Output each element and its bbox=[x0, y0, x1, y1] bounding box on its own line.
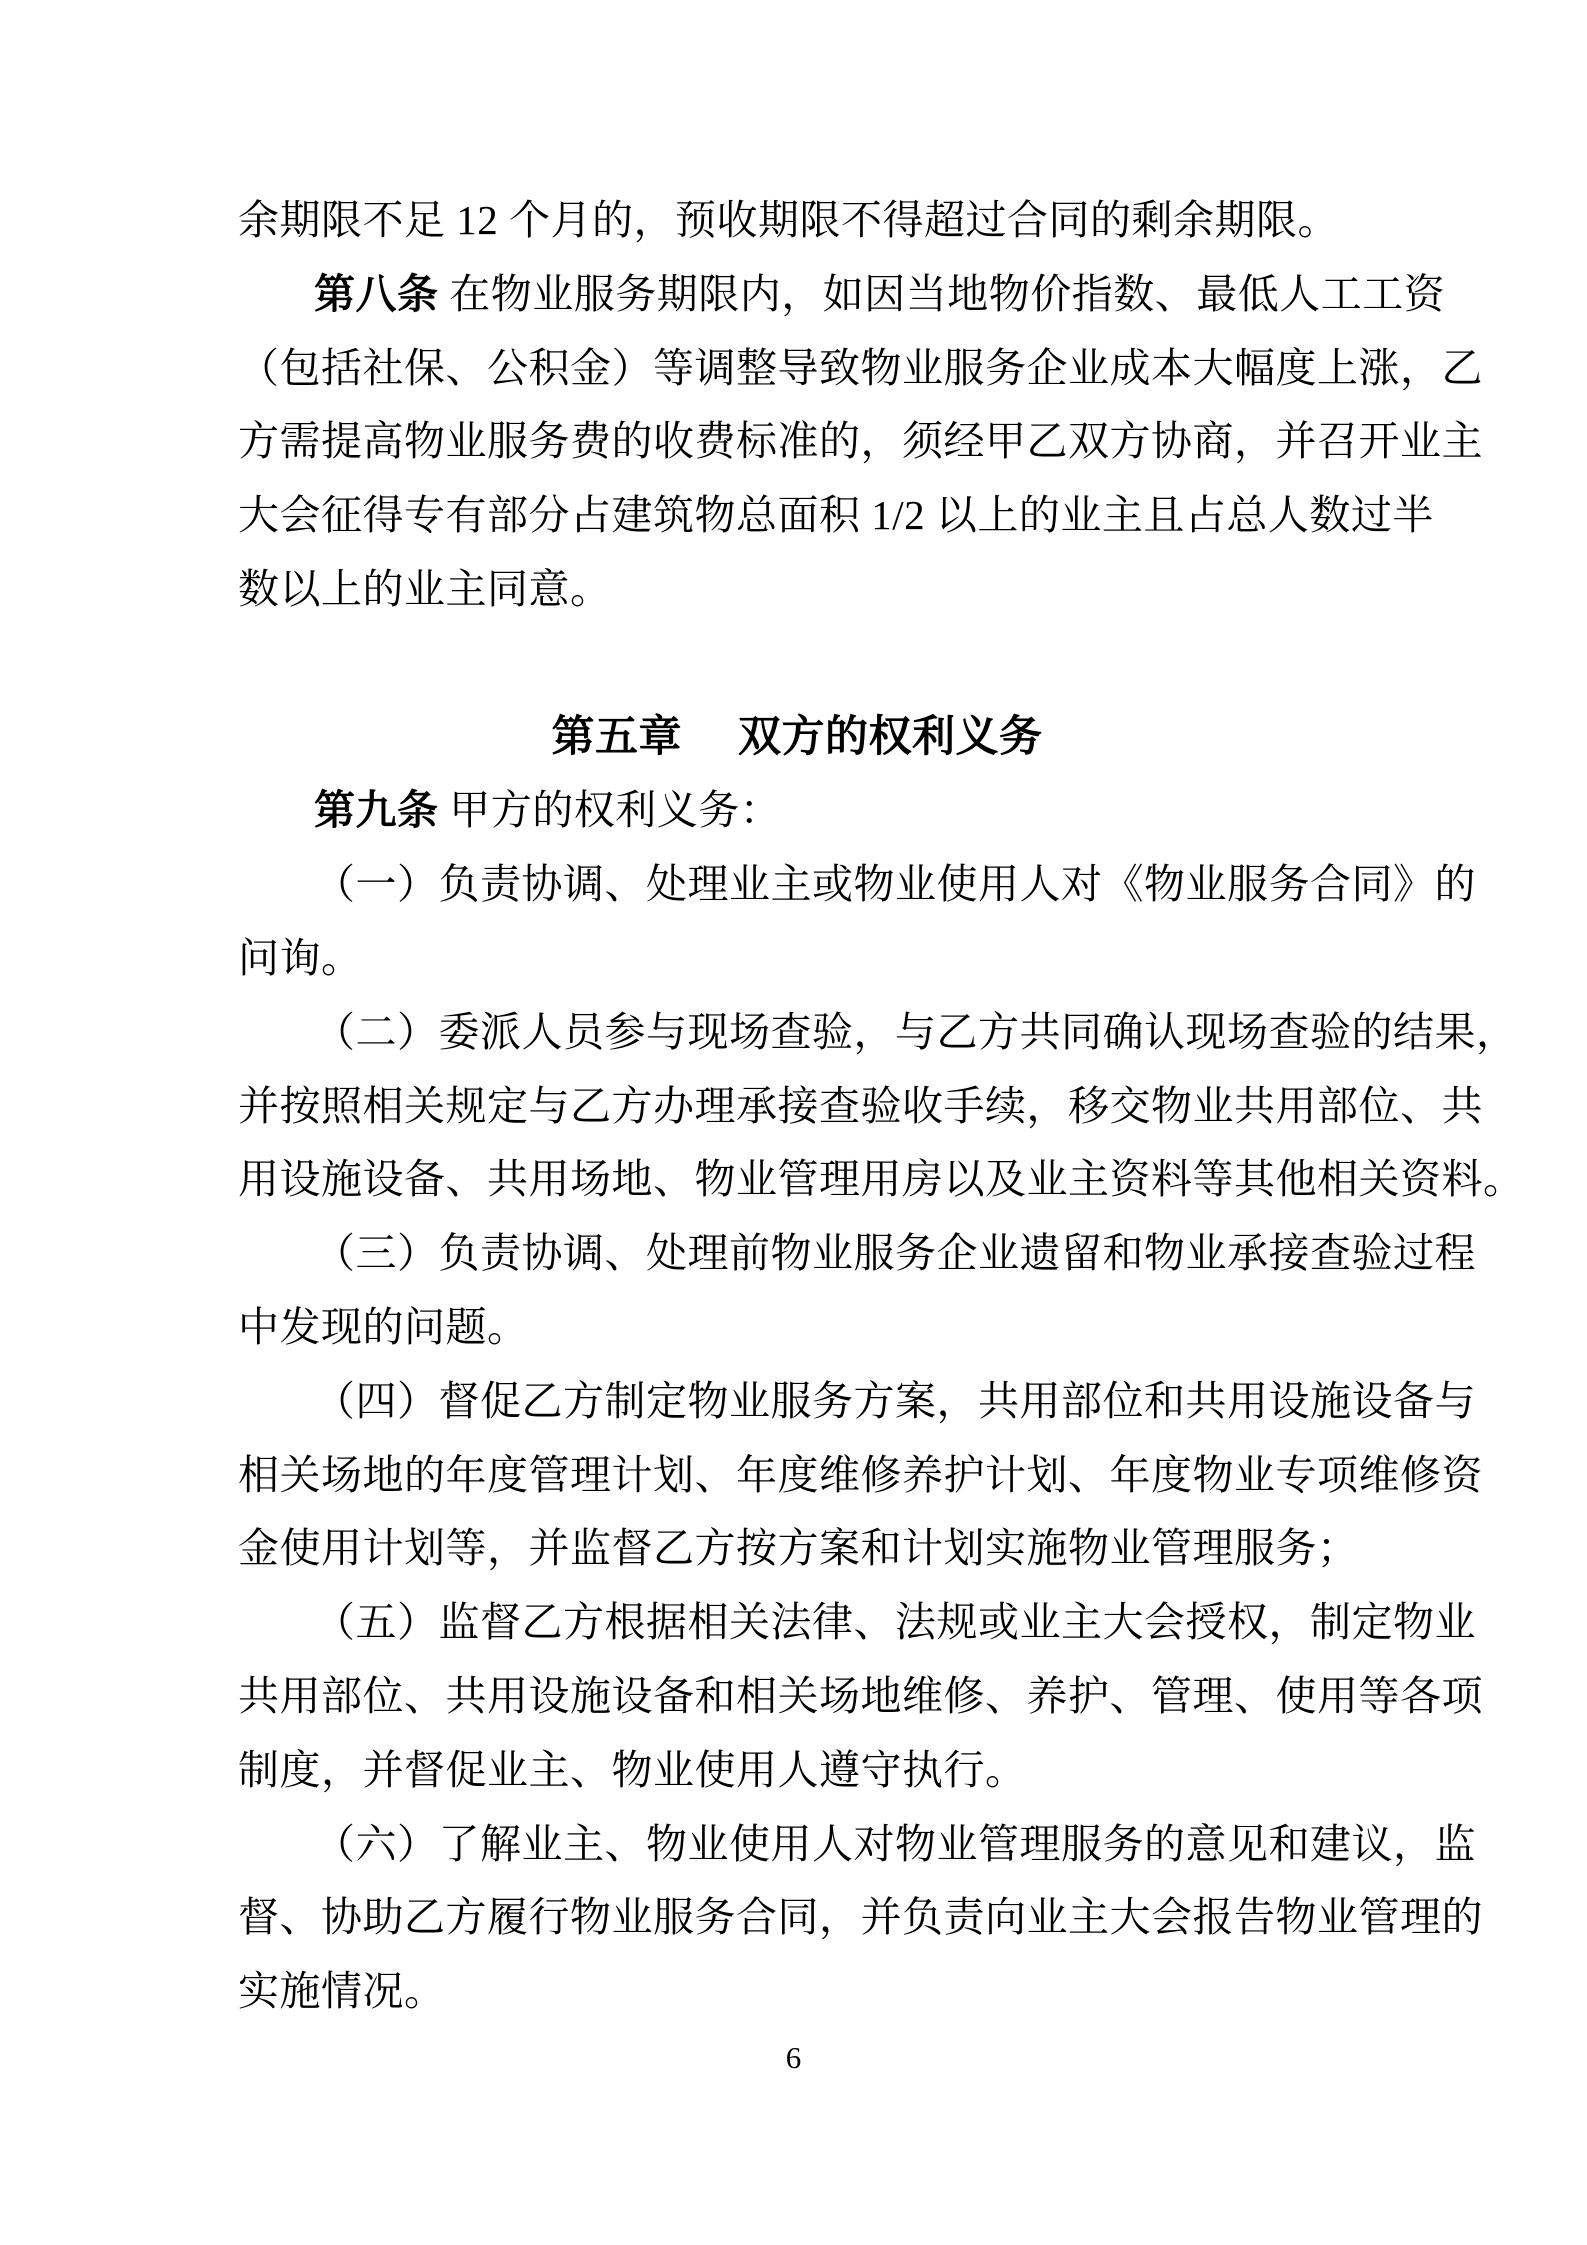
page-number: 6 bbox=[785, 2040, 802, 2075]
text-line bbox=[238, 996, 1518, 1070]
text-run: 用设施设备、共用场地、物业管理用房以及业主资料等其他相关资料。 bbox=[238, 1156, 1525, 1203]
text-line bbox=[238, 1217, 1476, 1291]
text-line bbox=[238, 1512, 1359, 1586]
text-line bbox=[238, 1734, 1356, 1808]
bold-text-run: 双方的权利义务 bbox=[738, 713, 1043, 761]
text-line bbox=[238, 922, 1356, 996]
chapter-heading bbox=[238, 701, 1356, 775]
text-run: 中发现的问题。 bbox=[238, 1303, 529, 1350]
text-run: （一）负责协调、处理业主或物业使用人对《物业服务合同》的 bbox=[314, 861, 1476, 908]
text-line bbox=[238, 1070, 1483, 1144]
text-run: 金使用计划等，并监督乙方按方案和计划实施物业管理服务； bbox=[238, 1525, 1359, 1572]
text-line bbox=[238, 774, 1356, 848]
text-line bbox=[238, 553, 1356, 627]
text-line bbox=[238, 1881, 1483, 1955]
text-line bbox=[238, 479, 1434, 553]
text-line bbox=[238, 1660, 1483, 1734]
text-line bbox=[238, 405, 1483, 479]
text-line bbox=[238, 1439, 1483, 1513]
text-run: 余期限不足 12 个月的，预收期限不得超过合同的剩余期限。 bbox=[238, 197, 1339, 243]
text-run: 督、协助乙方履行物业服务合同，并负责向业主大会报告物业管理的 bbox=[238, 1894, 1483, 1941]
text-run: （六）了解业主、物业使用人对物业管理服务的意见和建议，监 bbox=[314, 1820, 1476, 1867]
text-run: 甲方的权利义务： bbox=[438, 787, 782, 834]
bold-text-run: 第八条 bbox=[314, 270, 439, 317]
text-run: 方需提高物业服务费的收费标准的，须经甲乙双方协商，并召开业主 bbox=[238, 418, 1483, 465]
bold-text-run: 第九条 bbox=[314, 787, 439, 834]
bold-text-run: 第五章 bbox=[551, 713, 682, 761]
blank-line bbox=[238, 627, 1356, 701]
document-body bbox=[238, 184, 1525, 2029]
text-line bbox=[238, 1143, 1525, 1217]
text-run: 问询。 bbox=[238, 934, 363, 981]
text-run: 并按照相关规定与乙方办理承接查验收手续，移交物业共用部位、共 bbox=[238, 1082, 1483, 1129]
text-line bbox=[238, 1291, 1356, 1365]
text-run: （五）监督乙方根据相关法律、法规或业主大会授权，制定物业 bbox=[314, 1599, 1476, 1646]
text-line bbox=[238, 1365, 1476, 1439]
text-run: （三）负责协调、处理前物业服务企业遗留和物业承接查验过程 bbox=[314, 1230, 1476, 1277]
text-run: 实施情况。 bbox=[238, 1968, 446, 2015]
text-run: 制度，并督促业主、物业使用人遵守执行。 bbox=[238, 1746, 1027, 1793]
text-line bbox=[238, 848, 1476, 922]
text-run: 数以上的业主同意。 bbox=[238, 565, 612, 612]
text-line bbox=[238, 1955, 1356, 2029]
text-run: 大会征得专有部分占建筑物总面积 1/2 以上的业主且占总人数过半 bbox=[238, 492, 1434, 539]
text-line bbox=[238, 1808, 1476, 1882]
text-line bbox=[238, 184, 1356, 258]
text-run: （包括社保、公积金）等调整导致物业服务企业成本大幅度上涨，乙 bbox=[238, 344, 1483, 391]
text-line bbox=[238, 1586, 1476, 1660]
text-run: （二）委派人员参与现场查验，与乙方共同确认现场查验的结果， bbox=[314, 1008, 1518, 1055]
text-run: （四）督促乙方制定物业服务方案，共用部位和共用设施设备与 bbox=[314, 1377, 1476, 1424]
text-run: 在物业服务期限内，如因当地物价指数、最低人工工资 bbox=[438, 270, 1446, 317]
text-run: 共用部位、共用设施设备和相关场地维修、养护、管理、使用等各项 bbox=[238, 1672, 1483, 1719]
text-line bbox=[238, 258, 1446, 332]
text-line bbox=[238, 332, 1483, 406]
text-run: 相关场地的年度管理计划、年度维修养护计划、年度物业专项维修资 bbox=[238, 1451, 1483, 1498]
